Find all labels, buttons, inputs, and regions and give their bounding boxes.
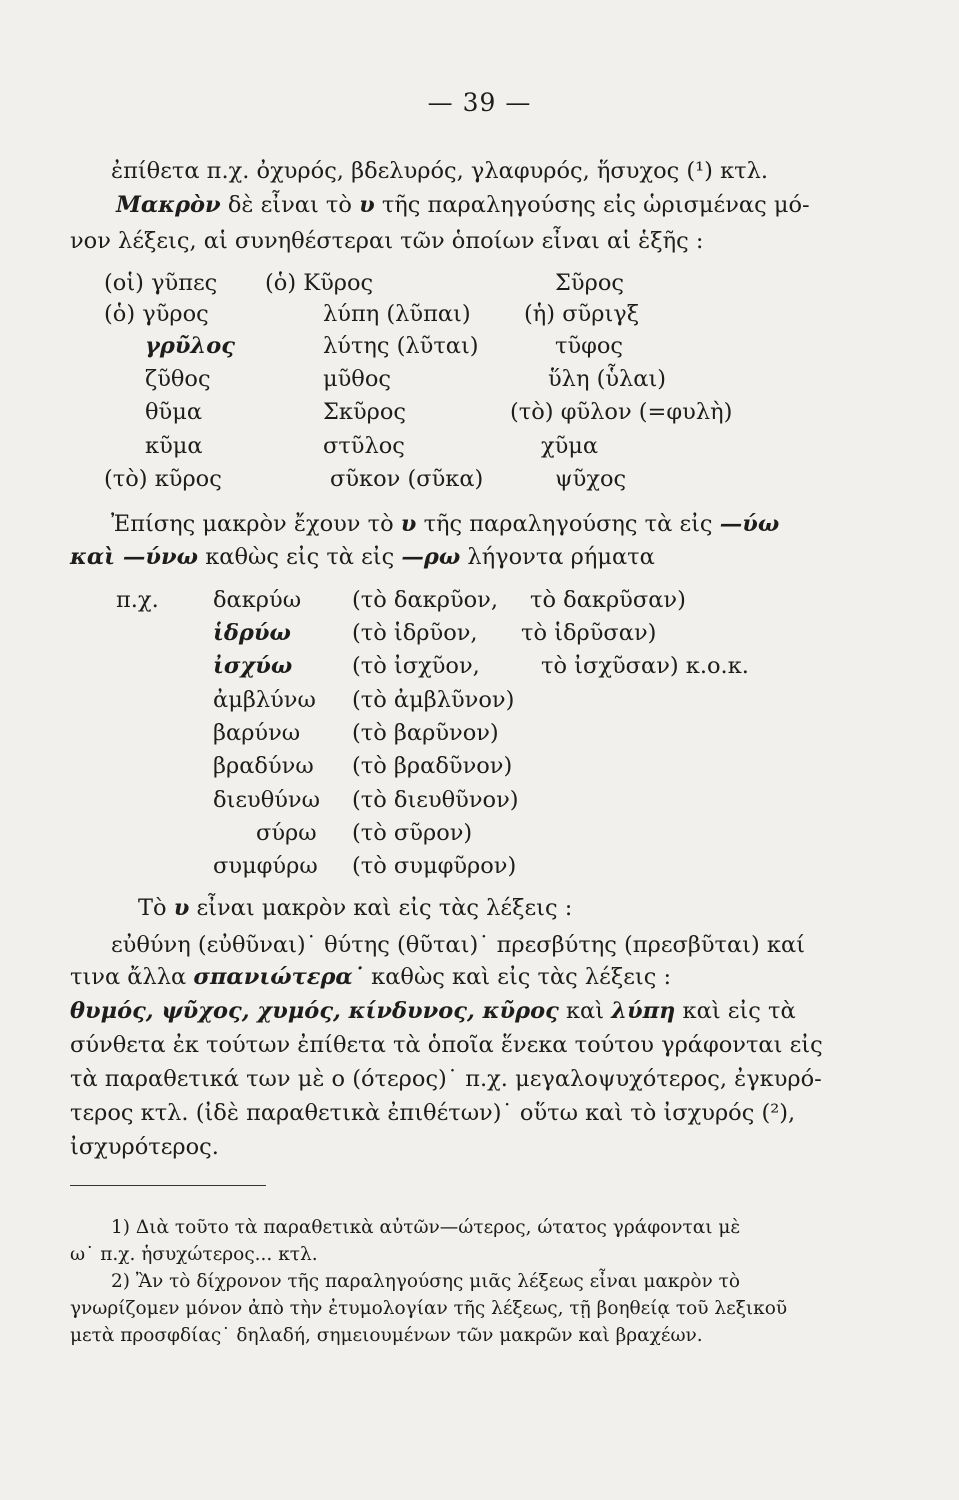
also-line-1 xyxy=(111,513,779,536)
emphasis-ypsilon: υ xyxy=(173,895,190,921)
body-line-8: ἰσχυρότερος. xyxy=(70,1134,219,1160)
footnote-rule xyxy=(70,1185,266,1186)
also-text: καθὼς εἰς τὰ εἰς xyxy=(198,544,402,570)
also-line-2 xyxy=(70,546,655,569)
body-text: καθὼς καὶ εἰς τὰς λέξεις : xyxy=(364,964,672,990)
footnote-2-line-3: μετὰ προσφδίας˙ δηλαδή, σημειουμένων τῶν μακρῶν καὶ βραχέων. xyxy=(70,1325,703,1346)
verb-participle: (τὸ σῦρον) xyxy=(352,820,473,846)
verb: βραδύνω xyxy=(213,753,314,779)
also-text: Ἐπίσης μακρὸν ἔχουν τὸ xyxy=(111,511,401,537)
footnote-1-line-1: 1) Διὰ τοῦτο τὰ παραθετικὰ αὐτῶν—ώτερος, ώτατος γράφονται μὲ xyxy=(111,1217,741,1238)
body-line-1 xyxy=(138,897,572,920)
body-line-2: εὐθύνη (εὐθῦναι)˙ θύτης (θῦται)˙ πρεσβύτης (πρεσβῦται) καί xyxy=(111,932,805,958)
emphasis-ypsilon: υ xyxy=(359,192,375,218)
body-line-6: τὰ παραθετικά των μὲ ο (ότερος)˙ π.χ. μεγαλοψυχότερος, ἐγκυρό- xyxy=(70,1066,822,1092)
emphasis-word-list: θυμός, ψῦχος, χυμός, κίνδυνος, κῦρος xyxy=(70,998,559,1024)
ending-yo: —ύω xyxy=(719,511,780,537)
word-cell: θῦμα xyxy=(145,399,203,425)
verb: βαρύνω xyxy=(213,720,301,746)
word-cell: (ὁ) Κῦρος xyxy=(265,270,374,296)
verb: ἱδρύω xyxy=(213,620,291,646)
intro-line-3: νον λέξεις, αἱ συνηθέστεραι τῶν ὁποίων εἶναι αἱ ἑξῆς : xyxy=(70,228,704,254)
emphasis-lype: λύπη xyxy=(611,998,676,1024)
word-cell: ψῦχος xyxy=(555,466,627,492)
word-cell: κῦμα xyxy=(145,433,203,459)
footnote-2-line-2: γνωρίζομεν μόνον ἀπὸ τὴν ἐτυμολογίαν τῆς λέξεως, τῇ βοηθείᾳ τοῦ λεξικοῦ xyxy=(70,1298,788,1319)
intro-line-2 xyxy=(116,194,810,217)
word-cell: (ὁ) γῦρος xyxy=(104,301,209,327)
word-cell: (τὸ) φῦλον (=φυλὴ) xyxy=(510,399,733,425)
verb-participle: (τὸ διευθῦνον) xyxy=(352,787,519,813)
verb-participle: (τὸ ἰσχῦον, xyxy=(352,653,480,679)
emphasis-rarer: σπανιώτερα˙ xyxy=(193,964,364,990)
body-line-5: σύνθετα ἐκ τούτων ἐπίθετα τὰ ὁποῖα ἕνεκα τούτου γράφονται εἰς xyxy=(70,1032,823,1058)
word-cell: (ἡ) σῦριγξ xyxy=(524,301,640,327)
word-cell: Σῦρος xyxy=(555,270,624,296)
verb-participle: τὸ δακρῦσαν) xyxy=(530,587,686,613)
body-text: καὶ εἰς τὰ xyxy=(675,998,796,1024)
verb-participle: (τὸ ἀμβλῦνον) xyxy=(352,687,515,713)
word-cell: ζῦθος xyxy=(145,366,211,392)
verb-participle: (τὸ βραδῦνον) xyxy=(352,753,513,779)
intro-text: δὲ εἶναι τὸ xyxy=(220,192,360,218)
word-cell: σῦκον (σῦκα) xyxy=(330,466,484,492)
verb: διευθύνω xyxy=(213,787,320,813)
word-cell: λύπη (λῦπαι) xyxy=(323,301,471,327)
body-line-3 xyxy=(70,966,671,989)
page-number: — 39 — xyxy=(427,88,532,117)
intro-line-1: ἐπίθετα π.χ. ὀχυρός, βδελυρός, γλαφυρός, ἥσυχος (¹) κτλ. xyxy=(111,158,769,184)
also-text: τῆς παραληγούσης τὰ εἰς xyxy=(416,511,720,537)
word-cell: χῦμα xyxy=(541,433,599,459)
verb: δακρύω xyxy=(213,587,302,613)
emphasis-kai: καὶ xyxy=(70,544,116,570)
word-cell: (τὸ) κῦρος xyxy=(104,466,222,492)
verb: ἰσχύω xyxy=(213,653,293,679)
body-line-4 xyxy=(70,1000,796,1023)
word-cell: τῦφος xyxy=(555,333,624,359)
word-cell: γρῦλος xyxy=(145,333,235,359)
word-cell: στῦλος xyxy=(323,433,405,459)
body-text: Τὸ xyxy=(138,895,174,921)
verb-participle: (τὸ δακρῦον, xyxy=(352,587,499,613)
emphasis-ypsilon: υ xyxy=(400,511,417,537)
word-cell: (οἱ) γῦπες xyxy=(104,270,218,296)
word-cell: Σκῦρος xyxy=(323,399,407,425)
ending-ro: —ρω xyxy=(401,544,461,570)
body-text: εἶναι μακρὸν καὶ εἰς τὰς λέξεις : xyxy=(189,895,573,921)
body-text: τινα ἄλλα xyxy=(70,964,194,990)
footnote-2-line-1: 2) Ἂν τὸ δίχρονον τῆς παραληγούσης μιᾶς λέξεως εἶναι μακρὸν τὸ xyxy=(111,1271,740,1292)
also-text: λήγοντα ρήματα xyxy=(460,544,655,570)
verb-participle: τὸ ἰσχῦσαν) κ.ο.κ. xyxy=(541,653,749,679)
verb-participle: (τὸ βαρῦνον) xyxy=(352,720,499,746)
body-line-7: τερος κτλ. (ἰδὲ παραθετικὰ ἐπιθέτων)˙ οὕτω καὶ τὸ ἰσχυρός (²), xyxy=(70,1100,796,1126)
verb-participle: (τὸ ἱδρῦον, xyxy=(352,620,478,646)
verb-participle: (τὸ συμφῦρον) xyxy=(352,853,517,879)
word-cell: ὕλη (ὗλαι) xyxy=(548,366,667,392)
verb: σύρω xyxy=(256,820,317,846)
footnote-1-line-2: ω˙ π.χ. ἡσυχώτερος... κτλ. xyxy=(70,1244,318,1265)
ending-yno: —ύνω xyxy=(115,544,199,570)
verb-participle: τὸ ἱδρῦσαν) xyxy=(521,620,657,646)
word-cell: μῦθος xyxy=(323,366,391,392)
verb: ἀμβλύνω xyxy=(213,687,316,713)
example-label: π.χ. xyxy=(116,587,159,613)
emphasis-makron: Μακρὸν xyxy=(116,192,221,218)
body-text: καὶ xyxy=(558,998,612,1024)
word-cell: λύτης (λῦται) xyxy=(323,333,479,359)
verb: συμφύρω xyxy=(213,853,318,879)
intro-text: τῆς παραληγούσης εἰς ὡρισμένας μό- xyxy=(374,192,810,218)
